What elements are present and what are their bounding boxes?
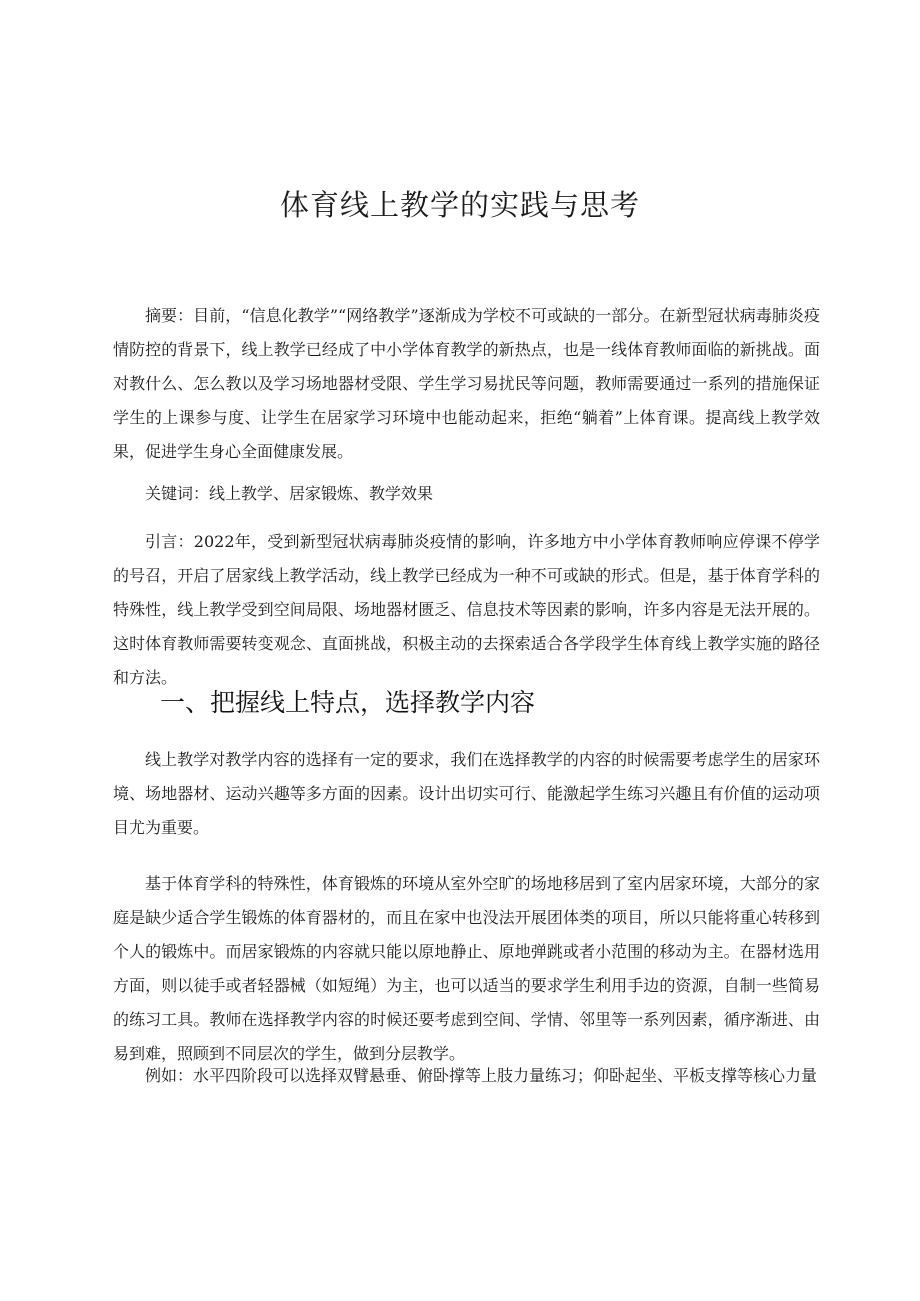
- document-title: 体育线上教学的实践与思考: [279, 188, 640, 222]
- section-paragraph-2: 基于体育学科的特殊性，体育锻炼的环境从室外空旷的场地移居到了室内居家环境，大部分的家庭是缺少适合学生锻炼的体育器材的，而且在家中也没法开展团体类的项目，所以只能将重心转移到个人的锻炼中。而居家锻炼的内容就只能以原地静止、原地弹跳或者小范围的移动为主。在器材选用方面，则以徒手或者轻器械（如短绳）为主，也可以适当的要求学生利用手边的资源，自制一些简易的练习工具。教师在选择教学内容的时候还要考虑到空间、学情、邻里等一系列因素，循序渐进、由易到难，照顾到不同层次的学生，做到分层教学。: [113, 874, 820, 1063]
- keywords-paragraph: 关键词：线上教学、居家锻炼、教学效果: [145, 484, 434, 503]
- intro-paragraph: 引言：2022年，受到新型冠状病毒肺炎疫情的影响，许多地方中小学体育教师响应停课不停学的号召，开启了居家线上教学活动，线上教学已经成为一种不可或缺的形式。但是，基于体育学科的特殊性，线上教学受到空间局限、场地器材匮乏、信息技术等因素的影响，许多内容是无法开展的。这时体育教师需要转变观念、直面挑战，积极主动的去探索适合各学段学生体育线上教学实施的路径和方法。: [113, 532, 820, 687]
- section-paragraph-1: 线上教学对教学内容的选择有一定的要求，我们在选择教学的内容的时候需要考虑学生的居家环境、场地器材、运动兴趣等多方面的因素。设计出切实可行、能激起学生练习兴趣且有价值的运动项目尤为重要。: [113, 750, 820, 837]
- abstract-paragraph: 摘要：目前，“信息化教学”“网络教学”逐渐成为学校不可或缺的一部分。在新型冠状病毒肺炎疫情防控的背景下，线上教学已经成了中小学体育教学的新热点，也是一线体育教师面临的新挑战。面对教什么、怎么教以及学习场地器材受限、学生学习易扰民等问题，教师需要通过一系列的措施保证学生的上课参与度、让学生在居家学习环境中也能动起来，拒绝“躺着”上体育课。提高线上教学效果，促进学生身心全面健康发展。: [113, 306, 820, 461]
- section-paragraph-3: 例如：水平四阶段可以选择双臂悬垂、俯卧撑等上肢力量练习；仰卧起坐、平板支撑等核心力量: [145, 1066, 818, 1085]
- section-heading: 一、把握线上特点，选择教学内容: [160, 688, 536, 717]
